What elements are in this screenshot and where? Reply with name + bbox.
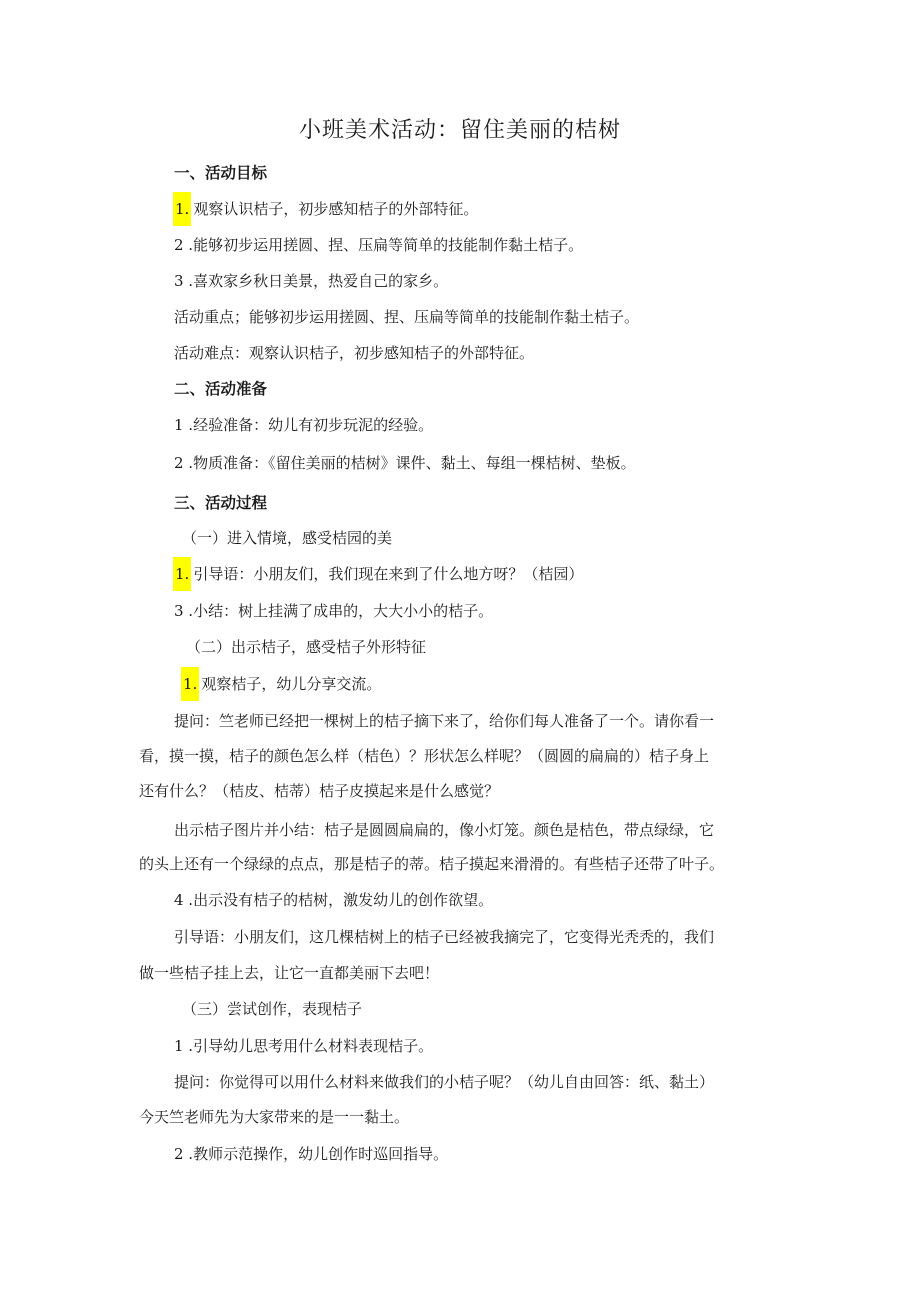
paragraph — [173, 557, 583, 591]
paragraph: 引导语：小朋友们，这几棵桔树上的桔子已经被我摘完了，它变得光秃秃的，我们 — [174, 928, 715, 946]
paragraph: 提问：竺老师已经把一棵树上的桔子摘下来了，给你们每人准备了一个。请你看一 — [174, 712, 715, 730]
paragraph-text: 观察认识桔子，初步感知桔子的外部特征。 — [193, 200, 479, 218]
paragraph: 提问：你觉得可以用什么材料来做我们的小桔子呢？（幼儿自由回答：纸、黏土） — [174, 1073, 715, 1091]
paragraph: 做一些桔子挂上去，让它一直都美丽下去吧！ — [139, 964, 440, 982]
paragraph: 今天竺老师先为大家带来的是一一黏土。 — [139, 1108, 410, 1126]
paragraph: 4 .出示没有桔子的桔树，激发幼儿的创作欲望。 — [174, 891, 494, 909]
paragraph: 2 .教师示范操作，幼儿创作时巡回指导。 — [174, 1145, 449, 1163]
paragraph: 2 .物质准备：《留住美丽的桔树》课件、黏土、每组一棵桔树、垫板。 — [174, 454, 636, 472]
paragraph: 1 .引导幼儿思考用什么材料表现桔子。 — [174, 1037, 434, 1055]
paragraph: 3 .喜欢家乡秋日美景，热爱自己的家乡。 — [174, 272, 449, 290]
paragraph: 2 .能够初步运用搓圆、捏、压扁等简单的技能制作黏土桔子。 — [174, 236, 584, 254]
document-title: 小班美术活动：留住美丽的桔树 — [298, 118, 621, 143]
paragraph-text: 观察桔子，幼儿分享交流。 — [201, 675, 382, 693]
paragraph — [173, 192, 478, 226]
paragraph: 3 .小结：树上挂满了成串的，大大小小的桔子。 — [174, 602, 494, 620]
paragraph — [181, 667, 381, 701]
subsection-heading: （三）尝试创作，表现桔子 — [182, 1000, 363, 1018]
paragraph: 活动难点：观察认识桔子，初步感知桔子的外部特征。 — [174, 344, 535, 362]
highlighted-number: 1. — [181, 667, 199, 701]
section-heading: 二、活动准备 — [174, 380, 268, 398]
section-heading: 一、活动目标 — [174, 164, 268, 182]
paragraph-text: 引导语：小朋友们，我们现在来到了什么地方呀？（桔园） — [193, 565, 584, 583]
highlighted-number: 1. — [173, 192, 191, 226]
subsection-heading: （一）进入情境，感受桔园的美 — [182, 529, 393, 547]
section-heading: 三、活动过程 — [174, 494, 268, 512]
paragraph: 看，摸一摸，桔子的颜色怎么样（桔色）？形状怎么样呢？（圆圆的扁扁的）桔子身上 — [139, 747, 710, 765]
paragraph: 1 .经验准备：幼儿有初步玩泥的经验。 — [174, 416, 434, 434]
subsection-heading: （二）出示桔子，感受桔子外形特征 — [186, 638, 427, 656]
paragraph: 活动重点；能够初步运用搓圆、捏、压扁等简单的技能制作黏土桔子。 — [174, 308, 640, 326]
highlighted-number: 1. — [173, 557, 191, 591]
paragraph: 还有什么？（桔皮、桔蒂）桔子皮摸起来是什么感觉？ — [139, 782, 500, 800]
paragraph: 的头上还有一个绿绿的点点，那是桔子的蒂。桔子摸起来滑滑的。有些桔子还带了叶子。 — [139, 855, 725, 873]
paragraph: 出示桔子图片并小结：桔子是圆圆扁扁的，像小灯笼。颜色是桔色，带点绿绿，它 — [174, 821, 715, 839]
